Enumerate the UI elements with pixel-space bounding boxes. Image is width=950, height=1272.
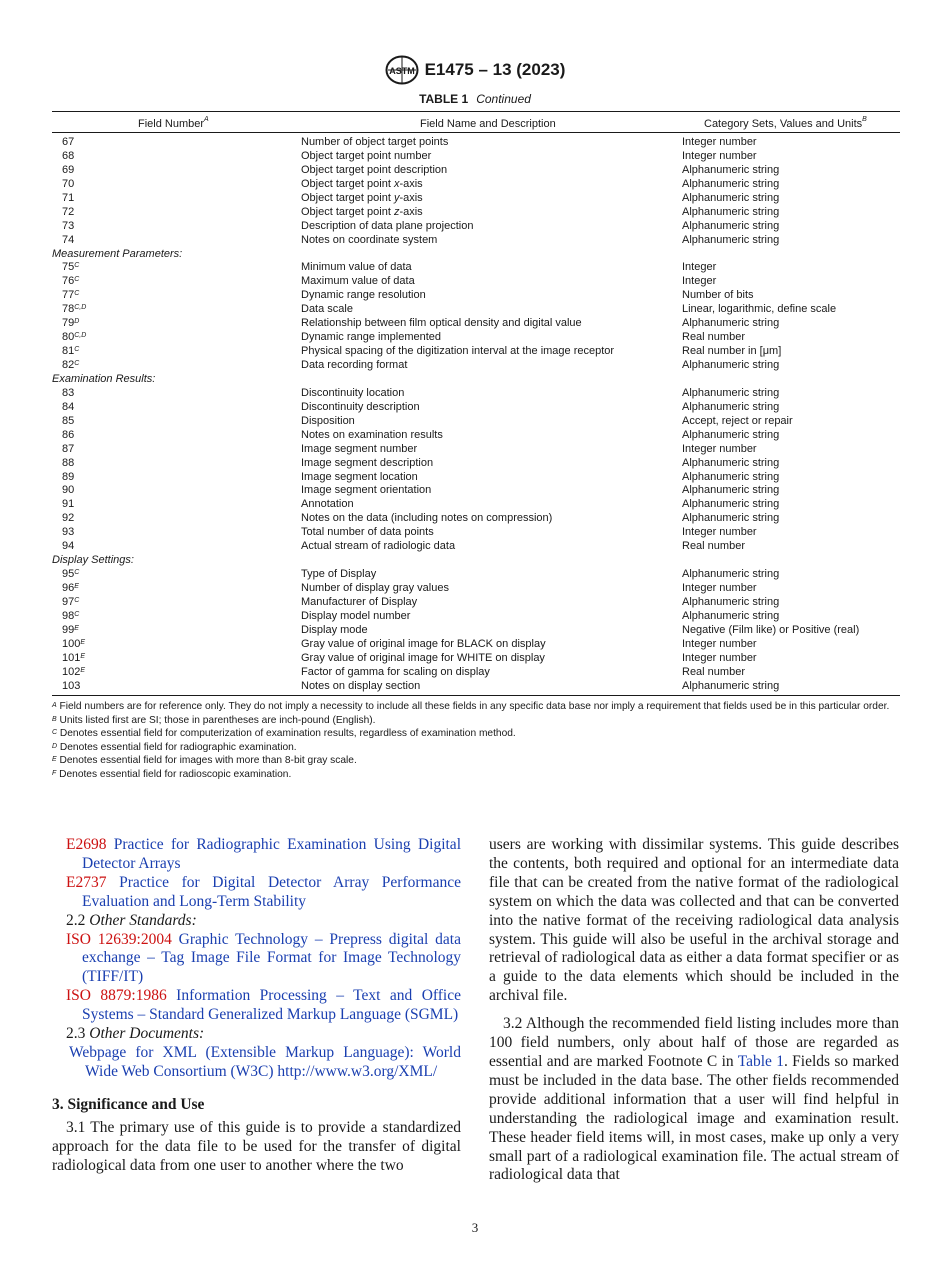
field-number: $95^C$ [62,568,80,581]
table-row [52,178,900,192]
right-column [489,836,899,1185]
field-name: Display model number [301,609,411,622]
field-number: $81^C$ [62,345,80,358]
header-field-number: Field Number$^A$ [138,116,209,130]
field-category: Accept, reject or repair [682,414,793,427]
section-label: Examination Results: [52,372,156,385]
field-name: Type of Display [301,568,377,581]
field-number: 70 [62,177,75,190]
field-category: Alphanumeric string [682,177,780,190]
field-number: $96^E$ [62,582,79,594]
table-row [52,540,900,554]
field-number: 103 [62,679,81,692]
field-category: Integer number [682,136,757,148]
reference-code[interactable]: ISO 12639:2004 [66,930,172,948]
table-row [52,220,900,234]
page-number: 3 [471,1220,479,1235]
field-number: 73 [62,219,75,232]
field-category: Integer [682,275,717,288]
table-row [52,136,900,150]
table-bottom-rule [52,695,900,696]
table-row [52,164,900,178]
field-name: Object target point number [301,149,432,162]
field-name: Relationship between film optical density and digital value [301,317,582,330]
paragraph-3-1-continued: users are working with dissimilar systems. This guide describes the contents, both required and optional for an intermediate data file that can be created from the native format of the radiological system on which the data was collected and that can be converted into the native format of the receiving radiological data analysis system. This guide will also be useful in the archival storage and retrieval of radiological data as either a data format specifier or as a guide to the data elements which should be included in the archival file. [489,836,899,1005]
reference-code[interactable]: ISO 8879:1986 [66,987,167,1005]
footnote-text: Field numbers are for reference only. They do not imply a necessity to include all these fields in any specific data base nor imply a requirement that fields used be in this particular order. [59,701,890,712]
field-name: Object target point x-axis [301,177,423,190]
field-category: Integer number [682,149,757,162]
table-body [52,133,900,695]
field-name: Disposition [301,414,355,427]
footnote-text: Denotes essential field for images with more than 8-bit gray scale. [59,755,357,767]
field-number: $76^C$ [62,275,80,288]
field-number: 89 [62,470,75,483]
field-category: Linear, logarithmic, define scale [682,303,837,316]
field-category: Alphanumeric string [682,219,780,232]
field-category: Alphanumeric string [682,386,780,399]
footnote-mark: C [52,729,58,737]
footnote-marker: E [74,583,79,590]
table-row [52,401,900,415]
field-number: 69 [62,163,75,176]
field-number: 87 [62,442,75,455]
field-category: Integer number [682,526,757,539]
table-row [52,680,900,694]
field-category: Integer number [682,582,757,594]
footnote-marker: E [80,666,86,674]
field-name: Number of object target points [301,136,449,148]
field-number: $98^C$ [62,609,80,622]
field-category: Alphanumeric string [682,568,780,581]
field-number: 72 [62,205,75,218]
footnote-marker: E [80,652,86,660]
field-category: Alphanumeric string [682,428,780,441]
section-label: Display Settings: [52,554,134,567]
field-category: Alphanumeric string [682,595,780,608]
table-row [52,387,900,401]
field-number: 68 [62,149,75,162]
field-number: 93 [62,526,75,539]
reference-iso-12639 [52,931,461,988]
footnote-marker: C [74,569,80,577]
footnote [52,754,900,768]
field-number: $99^E$ [62,623,79,636]
field-number: 91 [62,498,75,511]
field-name: Minimum value of data [301,261,412,274]
field-table [52,111,900,696]
field-name: Image segment description [301,456,434,469]
field-name: Discontinuity description [301,400,420,413]
field-number: 67 [62,136,75,148]
field-category: Real number [682,665,745,678]
footnote-marker: C [74,262,80,270]
field-name: Object target point z-axis [301,205,423,218]
reference-e2737 [52,874,461,912]
field-name: Dynamic range implemented [301,331,442,344]
table-row [52,666,900,680]
field-name: Notes on the data (including notes on compression) [301,512,553,525]
footnote-marker: C,D [74,332,87,340]
field-category: Integer number [682,637,757,650]
table-label: TABLE 1 [419,92,469,106]
field-category: Alphanumeric string [682,400,780,413]
field-name: Physical spacing of the digitization interval at the image receptor [301,345,615,358]
table-row [52,568,900,582]
table-row [52,275,900,289]
table-row [52,150,900,164]
footnote-marker: C,D [74,304,87,312]
field-name: Manufacturer of Display [301,595,418,608]
table-row [52,429,900,443]
field-category: Alphanumeric string [682,470,780,483]
reference-title[interactable]: Practice for Radiographic Examination Using Digital Detector Arrays [82,836,461,872]
field-name: Total number of data points [301,526,434,539]
field-category: Real number [682,331,745,344]
field-number: 90 [62,484,75,497]
field-category: Alphanumeric string [682,191,780,204]
table-row [52,498,900,512]
reference-title[interactable]: Graphic Technology – Prepress digital data exchange – Tag Image File Format for Image Technology (TIFF/IT) [82,930,461,986]
field-name: Object target point description [301,163,448,176]
field-name: Discontinuity location [301,386,405,399]
field-number: 92 [62,512,75,525]
table-row [52,457,900,471]
field-name: Factor of gamma for scaling on display [301,665,490,678]
field-number: 74 [62,233,75,246]
field-category: Negative (Film like) or Positive (real) [682,623,860,636]
field-number: $75^C$ [62,261,80,274]
subsection-2-2: 2.2 Other Standards: [66,911,197,929]
header-category-sets: Category Sets, Values and Units$^B$ [704,116,867,130]
paragraph-3-1: 3.1 The primary use of this guide is to provide a standardized approach for the data file to be used for the transfer of digital radiological data from one user to another where the two [52,1118,461,1174]
footnote-marker: C [74,610,80,618]
field-category: Alphanumeric string [682,317,780,330]
field-name: Annotation [301,498,354,511]
footnote [52,727,900,741]
document-designation: E1475 – 13 (2023) [424,60,566,79]
table-row [52,443,900,457]
footnote-text: Units listed first are SI; those in parentheses are inch-pound (English). [59,714,376,726]
table-row [52,638,900,652]
field-category: Alphanumeric string [682,512,780,525]
section-3-heading: 3. Significance and Use [52,1095,205,1113]
field-category: Alphanumeric string [682,163,780,176]
field-name: Data scale [301,303,353,316]
table-row [52,192,900,206]
field-category: Alphanumeric string [682,498,780,511]
field-category: Integer [682,261,717,274]
field-number: $79^D$ [62,317,80,330]
field-name: Gray value of original image for BLACK on display [301,637,546,650]
table-row [52,331,900,345]
field-number: $80^{C,D}$ [62,331,87,344]
footnote [52,714,900,728]
table-row [52,610,900,624]
reference-title[interactable]: Practice for Digital Detector Array Performance Evaluation and Long-Term Stability [82,873,461,910]
footnote-mark: E [52,756,57,764]
field-name: Gray value of original image for WHITE on display [301,651,545,664]
reference-code[interactable]: E2737 [66,873,107,891]
field-number: 83 [62,386,75,399]
field-number: $102^E$ [62,665,86,678]
table-row [52,345,900,359]
field-name: Image segment orientation [301,484,432,497]
footnote-marker: C [74,346,80,354]
header-field-name: Field Name and Description [420,118,556,130]
table-section-row [52,554,900,568]
field-name: Image segment number [301,442,418,455]
table-row [52,582,900,596]
field-number: $78^{C,D}$ [62,303,87,316]
field-number: 71 [62,191,75,204]
footnote-marker: E [80,638,86,646]
field-name: Object target point y-axis [301,191,423,204]
left-column [52,836,461,1175]
table-row [52,317,900,331]
footnote [52,768,900,782]
table-row [52,526,900,540]
footnote-marker: C [74,360,80,367]
field-category: Alphanumeric string [682,484,780,497]
table-row [52,234,900,248]
table-row [52,624,900,638]
astm-logo-text: ASTM [388,66,415,76]
footnote-text: Denotes essential field for radiographic examination. [59,741,297,753]
footnote [52,741,900,755]
footnote [52,700,900,714]
table-header-row [52,112,900,132]
astm-logo-icon [385,55,419,85]
field-number: $100^E$ [62,637,86,650]
footnote-text: Denotes essential field for computerization of examination results, regardless of examination method. [59,728,516,740]
field-category: Alphanumeric string [682,205,780,218]
field-name: Dynamic range resolution [301,289,426,302]
footnote-mark: B [52,715,57,723]
field-category: Alphanumeric string [682,359,780,371]
subsection-2-3: 2.3 Other Documents: [66,1025,205,1043]
field-category: Integer number [682,442,757,455]
table-row [52,206,900,220]
footnote-marker: C [74,290,80,298]
table-row [52,289,900,303]
field-name: Number of display gray values [301,582,449,594]
page-header [0,55,950,85]
field-number: 84 [62,400,75,413]
field-category: Alphanumeric string [682,233,780,246]
reference-code[interactable]: E2698 [66,836,107,853]
footnote-mark: F [52,769,57,777]
table-row [52,652,900,666]
field-category: Alphanumeric string [682,456,780,469]
field-number: $101^E$ [62,651,86,664]
field-name: Display mode [301,623,368,636]
field-name: Maximum value of data [301,275,415,288]
footnote-marker: C [74,276,80,284]
field-number: 94 [62,540,75,553]
field-name: Actual stream of radiologic data [301,540,456,553]
field-category: Number of bits [682,289,754,302]
reference-iso-8879 [52,987,461,1025]
table-row [52,415,900,429]
field-name: Image segment location [301,470,418,483]
field-category: Real number [682,540,745,553]
table-row [52,596,900,610]
footnote-marker: C [74,596,80,604]
table-row [52,512,900,526]
field-name: Notes on coordinate system [301,233,438,246]
field-number: $82^C$ [62,359,80,371]
field-name: Data recording format [301,359,408,371]
field-category: Integer number [682,651,757,664]
section-label: Measurement Parameters: [52,247,183,260]
table-section-row [52,373,900,387]
footnote-mark: D [52,742,58,750]
table-1-link[interactable]: Table 1 [737,1052,784,1070]
field-name: Notes on display section [301,679,421,692]
field-category: Alphanumeric string [682,609,780,622]
field-number: 88 [62,456,75,469]
table-caption [0,92,950,106]
table-row [52,471,900,485]
table-row [52,359,900,373]
field-number: 86 [62,428,75,441]
reference-title[interactable]: Information Processing – Text and Office Systems – Standard Generalized Markup Language (SGML) [82,987,461,1024]
footnote-marker: D [74,318,80,326]
table-section-row [52,248,900,262]
field-category: Alphanumeric string [682,679,780,692]
table-row [52,484,900,498]
footnote-mark: A [52,702,57,709]
table-continued: Continued [476,92,531,106]
footnote-marker: E [74,624,79,632]
field-number: $77^C$ [62,289,80,302]
footnote-text: Denotes essential field for radioscopic examination. [59,768,292,780]
field-name: Description of data plane projection [301,219,474,232]
xml-webpage-link[interactable]: Webpage for XML (Extensible Markup Language): World Wide Web Consortium (W3C) http://www.w3.org/XML/ [69,1043,461,1080]
field-name: Notes on examination results [301,428,443,441]
paragraph-3-2: 3.2 Although the recommended field listing includes more than 100 field numbers, only about half of those are regarded as essential and are marked Footnote C in Table 1. Fields so marked must be included in the data base. The other fields recommended provide additional information that a user will find helpful in understanding the radiological image and examination result. These header field items will, in most cases, make up only a very small part of a radiological examination file. The actual stream of radiological data that [489,1015,899,1184]
table-row [52,303,900,317]
field-number: 85 [62,414,75,427]
table-footnotes [52,700,900,782]
reference-e2698 [52,836,461,874]
field-category: Real number in [μm] [682,345,782,358]
field-number: $97^C$ [62,595,80,608]
table-row [52,261,900,275]
